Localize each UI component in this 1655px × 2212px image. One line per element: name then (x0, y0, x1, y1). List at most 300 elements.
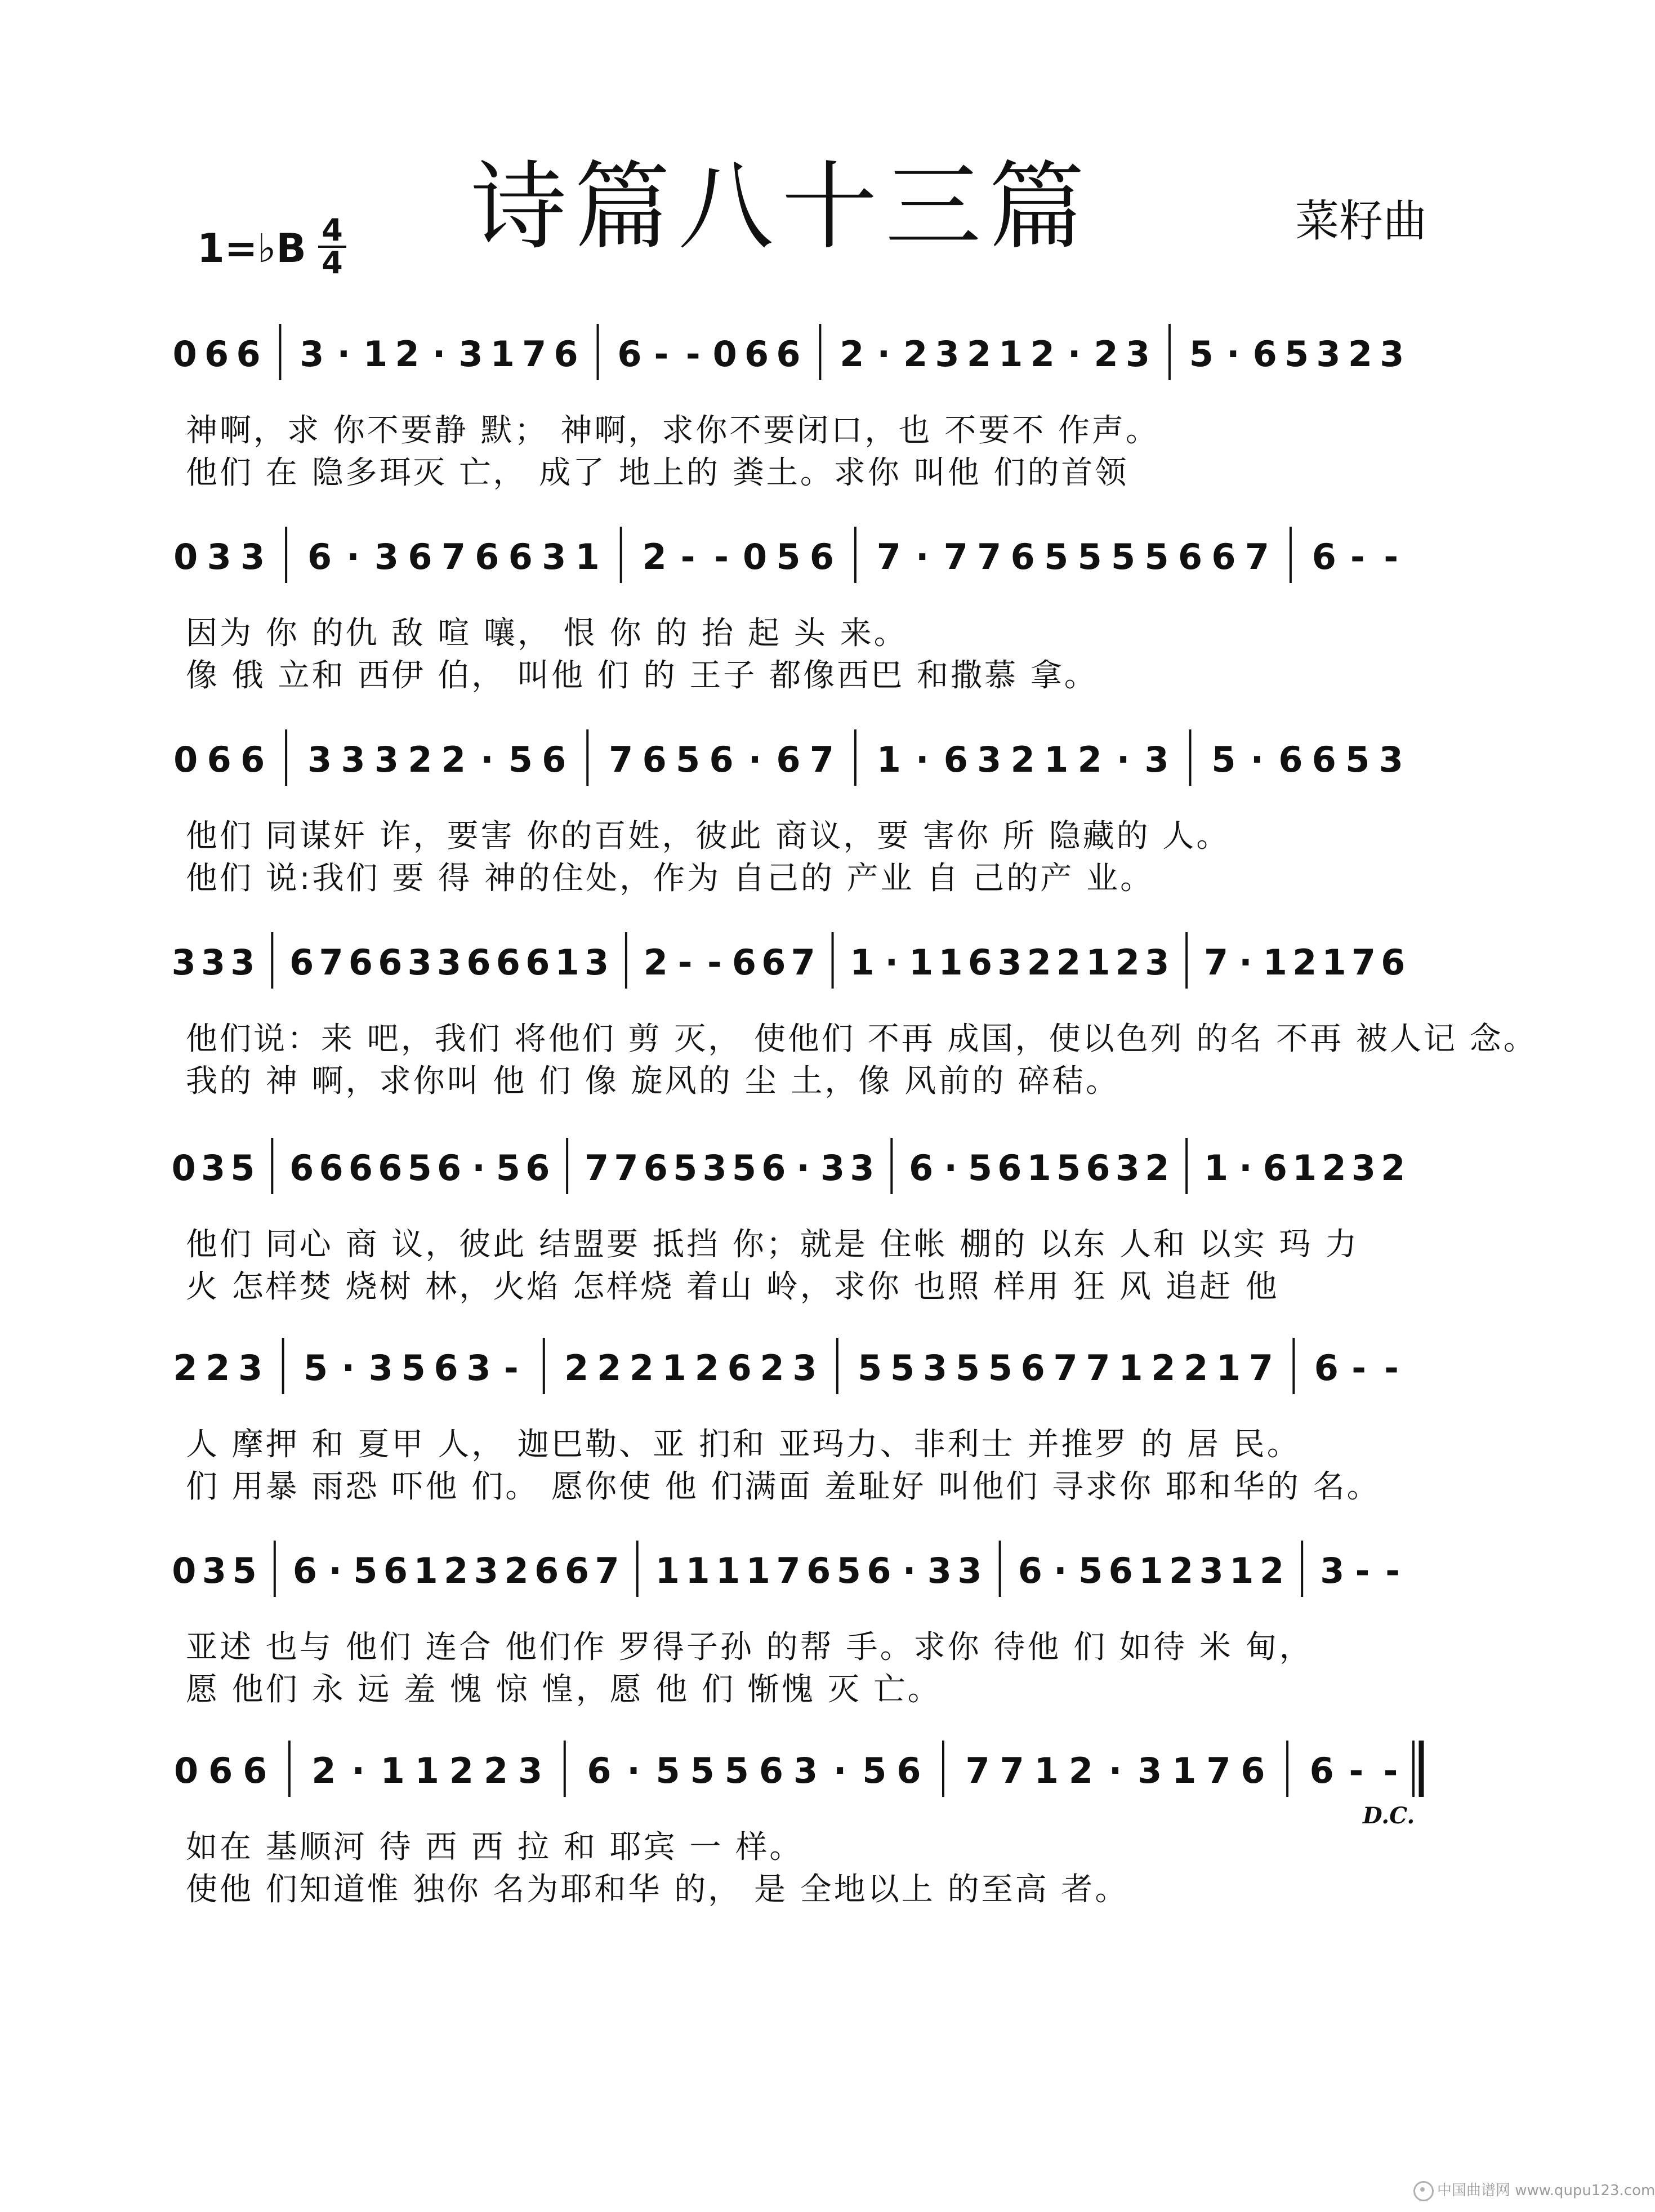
note: 2 (1145, 1147, 1170, 1189)
note: 3 (542, 536, 566, 577)
note: 5 (508, 739, 533, 780)
lyric-text: 他们 同心 商 议，彼此 结盟要 抵挡 你；就是 住帐 棚的 以东 人和 以实 玛 力 (186, 1226, 1359, 1263)
lyric-verse-1 (186, 1419, 1408, 1463)
lyric-verse-2 (186, 1864, 1408, 1908)
note: 6 (236, 333, 261, 375)
note: 6 (292, 1550, 318, 1591)
lyric-text: 他们说：来 吧，我们 将他们 剪 灭， 使他们 不再 成国，使以色列 的名 不再 被人记 念。 (186, 1021, 1537, 1057)
note: - (1349, 1750, 1364, 1791)
score-system (0, 1729, 1563, 1921)
note: 5 (862, 1750, 887, 1791)
note: 6 (466, 942, 491, 983)
note: 1 (575, 536, 600, 577)
note: 2 (694, 1347, 719, 1388)
note: 7 (965, 1750, 990, 1791)
lyric-verse-1 (186, 1822, 1408, 1866)
note: 3 (300, 333, 324, 375)
note: - (1384, 1347, 1399, 1388)
note: 3 (997, 942, 1022, 983)
note: 3 (935, 333, 960, 375)
note: · (877, 333, 891, 375)
note: 6 (896, 1750, 921, 1791)
note: 3 (977, 739, 1002, 780)
note: 2 (966, 333, 992, 375)
score-system (0, 1127, 1563, 1318)
note: 0 (172, 333, 197, 375)
note: 7 (1248, 1347, 1274, 1388)
note: 7 (522, 333, 547, 375)
note: 7 (876, 536, 901, 577)
note: 3 (792, 1347, 817, 1388)
lyric-verse-2 (186, 448, 1408, 491)
note: 2 (564, 1347, 589, 1388)
note: 1 (1118, 1347, 1143, 1388)
note: · (1250, 739, 1264, 780)
note: 2 (1292, 942, 1317, 983)
note: 3 (922, 1347, 948, 1388)
note: 7 (609, 739, 634, 780)
note: 6 (348, 942, 373, 983)
note: · (833, 1750, 847, 1791)
note: - (1351, 1347, 1367, 1388)
note: 2 (629, 1347, 654, 1388)
lyric-verse-1 (186, 1220, 1408, 1263)
note: 7 (791, 942, 815, 983)
notation-line (0, 1529, 1563, 1608)
lyric-verse-1 (186, 608, 1408, 652)
note: 6 (1018, 1550, 1042, 1591)
note: 1 (1263, 942, 1287, 983)
note: · (902, 1550, 916, 1591)
note: 6 (348, 1147, 373, 1189)
note: 3 (927, 1550, 952, 1591)
note: 5 (858, 1347, 882, 1388)
note: 6 (1086, 1147, 1110, 1189)
note: 6 (554, 333, 578, 375)
lyric-text: 他们 说:我们 要 得 神的住处，作为 自己的 产业 自 己的产 业。 (186, 860, 1154, 897)
note: 7 (943, 536, 968, 577)
note: 5 (353, 1550, 378, 1591)
notation-line (0, 1127, 1563, 1205)
composer-credit: 菜籽曲 (1295, 196, 1428, 247)
note: 1 (746, 1550, 770, 1591)
note: 3 (201, 942, 226, 983)
lyric-text: 像 俄 立和 西伊 伯， 叫他 们 的 王子 都像西巴 和撒慕 拿。 (186, 657, 1098, 694)
note: 6 (378, 1147, 403, 1189)
note: 6 (727, 1347, 752, 1388)
note: 1 (1044, 739, 1069, 780)
lyric-verse-2 (186, 1462, 1408, 1505)
note: - (1355, 1550, 1370, 1591)
note: 3 (1115, 1147, 1140, 1189)
note: 6 (1278, 739, 1303, 780)
key-signature: 1=♭B (197, 225, 306, 272)
note: 2 (173, 1347, 198, 1388)
note: 6 (240, 739, 265, 780)
note: - (1385, 1550, 1400, 1591)
note: 6 (307, 536, 332, 577)
lyric-verse-2 (186, 1664, 1408, 1708)
note: · (337, 333, 351, 375)
note: 0 (742, 536, 768, 577)
note: 1 (662, 1347, 686, 1388)
notation-line (0, 1327, 1563, 1405)
lyric-text: 如在 基顺河 待 西 西 拉 和 耶宾 一 样。 (186, 1829, 804, 1866)
note: 5 (890, 1347, 915, 1388)
note: 6 (909, 1147, 934, 1189)
note: 5 (1056, 1147, 1081, 1189)
note: 3 (793, 1750, 818, 1791)
note: 3 (1320, 1550, 1345, 1591)
note: 7 (1203, 942, 1229, 983)
note: · (328, 1550, 342, 1591)
lyric-verse-1 (186, 811, 1408, 854)
note: 6 (434, 1347, 458, 1388)
note: · (748, 739, 762, 780)
lyric-text: 人 摩押 和 夏甲 人， 迦巴勒、亚 扪和 亚玛力、非利士 并推罗 的 居 民。 (186, 1426, 1301, 1463)
note: 2 (1030, 333, 1055, 375)
note: 5 (232, 1550, 257, 1591)
score-system (0, 1529, 1563, 1721)
note: 5 (1078, 1550, 1103, 1591)
score-system (0, 718, 1563, 910)
lyric-verse-2 (186, 1262, 1408, 1305)
note: 5 (401, 1347, 426, 1388)
note: 5 (724, 1750, 749, 1791)
notation-line (0, 921, 1563, 1000)
note: 6 (761, 1147, 786, 1189)
note: 6 (1314, 1347, 1339, 1388)
note: 7 (977, 536, 1002, 577)
note: 6 (1020, 1347, 1045, 1388)
note: 6 (1311, 739, 1336, 780)
note: 2 (1151, 1347, 1176, 1388)
note: · (627, 1750, 640, 1791)
note: 3 (171, 942, 196, 983)
note: 2 (395, 333, 420, 375)
note: 2 (1259, 1550, 1284, 1591)
note: 5 (655, 1750, 680, 1791)
note: 6 (744, 333, 769, 375)
note: - (504, 1347, 519, 1388)
note: · (341, 1347, 355, 1388)
note: 1 (685, 1550, 710, 1591)
note: 2 (1115, 942, 1140, 983)
note: 0 (712, 333, 737, 375)
note: - (677, 942, 693, 983)
note: - (714, 536, 729, 577)
note: 6 (761, 942, 786, 983)
note: 6 (997, 1147, 1022, 1189)
note: 7 (1000, 1750, 1024, 1791)
note: · (916, 536, 929, 577)
note: 3 (341, 739, 365, 780)
note: 3 (820, 1147, 845, 1189)
lyric-text: 使他 们知道惟 独你 名为耶和华 的， 是 全地以上 的至高 者。 (186, 1871, 1129, 1908)
note: 3 (1380, 333, 1404, 375)
note: 5 (1211, 739, 1236, 780)
note: 3 (201, 1147, 226, 1189)
note: 5 (1284, 333, 1309, 375)
note: 3 (1125, 333, 1150, 375)
note: · (472, 1147, 485, 1189)
note: 1 (1216, 1347, 1241, 1388)
note: 7 (1244, 536, 1270, 577)
note: 2 (441, 739, 466, 780)
note: 5 (230, 1147, 255, 1189)
note: 2 (1322, 1147, 1346, 1189)
note: 6 (617, 333, 642, 375)
note: 1 (655, 1550, 680, 1591)
score-system (0, 1327, 1563, 1518)
note: 5 (731, 1147, 756, 1189)
note: 3 (957, 1550, 982, 1591)
note: 1 (413, 1550, 438, 1591)
note: · (1067, 333, 1081, 375)
note: 3 (1351, 1147, 1376, 1189)
note: 1 (414, 1750, 439, 1791)
note: 0 (171, 1147, 196, 1189)
note: 6 (207, 739, 231, 780)
note: 6 (1177, 536, 1203, 577)
note: 6 (378, 942, 403, 983)
note: 5 (955, 1347, 980, 1388)
note: 1 (380, 1750, 405, 1791)
note: 2 (1068, 1750, 1094, 1791)
lyric-text: 我的 神 啊，求你叫 他 们 像 旋风的 尘 土，像 风前的 碎秸。 (186, 1063, 1120, 1100)
note: 7 (1206, 1750, 1231, 1791)
note: 3 (437, 942, 462, 983)
note: 6 (383, 1550, 408, 1591)
note: 6 (564, 1550, 589, 1591)
note: 1 (363, 333, 388, 375)
note: 2 (643, 942, 668, 983)
note: 6 (204, 333, 229, 375)
note: 0 (173, 1750, 199, 1791)
notation-line (0, 515, 1563, 594)
note: - (680, 536, 695, 577)
notation-line (0, 1729, 1563, 1808)
note: 2 (642, 536, 667, 577)
note: 1 (1203, 1147, 1229, 1189)
note: · (346, 536, 360, 577)
note: 1 (850, 942, 875, 983)
note: - (1350, 536, 1365, 577)
note: 1 (876, 739, 901, 780)
note: 3 (850, 1147, 875, 1189)
note: 2 (597, 1347, 622, 1388)
note: 6 (759, 1750, 784, 1791)
watermark-text: 中国曲谱网 www.qupu123.com (1437, 2182, 1655, 2199)
note: 6 (496, 942, 520, 983)
lyric-verse-2 (186, 1056, 1408, 1100)
note: 6 (1010, 536, 1035, 577)
note: · (796, 1147, 810, 1189)
note: 5 (673, 1147, 698, 1189)
note: 6 (1108, 1550, 1133, 1591)
note: 3 (240, 536, 265, 577)
note: 5 (836, 1550, 861, 1591)
note: 6 (534, 1550, 559, 1591)
page-title: 诗篇八十三篇 (470, 152, 1092, 263)
note: 6 (1263, 1147, 1287, 1189)
note: 6 (525, 942, 550, 983)
note: 6 (642, 739, 667, 780)
note: 6 (243, 1750, 267, 1791)
note: 6 (643, 1147, 668, 1189)
note: 2 (1168, 1550, 1194, 1591)
lyric-verse-1 (186, 1622, 1408, 1666)
note: 6 (319, 1147, 344, 1189)
note: · (480, 739, 494, 780)
note: 0 (173, 536, 198, 577)
note: · (916, 739, 929, 780)
note: 2 (408, 739, 432, 780)
note: 6 (475, 536, 499, 577)
note: 3 (584, 942, 609, 983)
note: 3 (374, 536, 399, 577)
site-logo-icon (1413, 2181, 1434, 2201)
note: 1 (555, 942, 579, 983)
note: 1 (1229, 1550, 1254, 1591)
lyric-text: 们 用暴 雨恐 吓他 们。 愿你使 他 们满面 羞耻好 叫他们 寻求你 耶和华的 名。 (186, 1468, 1381, 1505)
note: 2 (840, 333, 864, 375)
note: 2 (504, 1550, 529, 1591)
lyric-text: 愿 他们 永 远 羞 愧 惊 惶，愿 他 们 惭愧 灭 亡。 (186, 1671, 942, 1708)
da-capo-mark: D.C. (1363, 1802, 1415, 1829)
note: 6 (1309, 1750, 1334, 1791)
note: 3 (307, 739, 332, 780)
note: 3 (202, 1550, 227, 1591)
note: 1 (1027, 1147, 1051, 1189)
note: 5 (1189, 333, 1214, 375)
note: · (432, 333, 446, 375)
note: 7 (319, 942, 344, 983)
lyric-text: 因为 你 的仇 敌 喧 嚷， 恨 你 的 抬 起 头 来。 (186, 615, 908, 652)
note: 3 (368, 1347, 393, 1388)
note: 3 (702, 1147, 727, 1189)
note: 5 (496, 1147, 520, 1189)
note: 2 (1056, 942, 1081, 983)
note: 1 (909, 942, 934, 983)
time-signature (318, 212, 346, 281)
note: 5 (1111, 536, 1136, 577)
note: 6 (967, 942, 993, 983)
note: 2 (1094, 333, 1118, 375)
note: 3 (207, 536, 231, 577)
note: 6 (1311, 536, 1336, 577)
note: 2 (760, 1347, 784, 1388)
note: 3 (407, 942, 432, 983)
note: 3 (466, 1347, 491, 1388)
note: 6 (806, 1550, 831, 1591)
note: 1 (1322, 942, 1346, 983)
note: 1 (1139, 1550, 1163, 1591)
note: 5 (776, 536, 801, 577)
note: 2 (483, 1750, 508, 1791)
note: 6 (525, 1147, 550, 1189)
note: 6 (208, 1750, 233, 1791)
note: 1 (1172, 1750, 1197, 1791)
note: 3 (230, 942, 255, 983)
note: 1 (1292, 1147, 1317, 1189)
note: 2 (1077, 739, 1102, 780)
note: 3 (1145, 942, 1170, 983)
note: 6 (289, 1147, 314, 1189)
time-signature-bottom: 4 (322, 245, 343, 281)
note: - (685, 333, 701, 375)
note: 2 (1381, 1147, 1406, 1189)
note: 5 (967, 1147, 993, 1189)
note: · (1239, 1147, 1252, 1189)
note: 5 (676, 739, 701, 780)
note: 3 (1199, 1550, 1224, 1591)
note: 6 (408, 536, 432, 577)
note: 6 (943, 739, 968, 780)
note: 2 (1010, 739, 1035, 780)
note: 6 (1381, 942, 1406, 983)
note: - (1384, 536, 1399, 577)
lyric-text: 亚述 也与 他们 连合 他们作 罗得子孙 的帮 手。求你 待他 们 如待 米 甸， (186, 1629, 1313, 1666)
note: 3 (374, 739, 399, 780)
note: 6 (776, 333, 801, 375)
note: 5 (303, 1347, 328, 1388)
note: 6 (508, 536, 533, 577)
lyric-text: 火 怎样焚 烧树 林，火焰 怎样烧 着山 岭，求你 也照 样用 狂 风 追赶 他 (186, 1269, 1279, 1305)
note: 3 (238, 1347, 263, 1388)
note: 6 (809, 536, 835, 577)
lyric-verse-2 (186, 853, 1408, 897)
note: 2 (444, 1550, 469, 1591)
note: · (1239, 942, 1252, 983)
note: 3 (474, 1550, 498, 1591)
note: 1 (1034, 1750, 1059, 1791)
note: 2 (311, 1750, 336, 1791)
note: 1 (998, 333, 1023, 375)
note: 3 (1379, 739, 1403, 780)
note: 6 (776, 739, 801, 780)
note: 6 (587, 1750, 612, 1791)
note: - (707, 942, 722, 983)
note: - (1383, 1750, 1398, 1791)
note: 7 (1053, 1347, 1078, 1388)
note: 5 (1077, 536, 1102, 577)
note: 7 (1086, 1347, 1110, 1388)
note: 2 (1027, 942, 1051, 983)
time-signature-top: 4 (318, 215, 346, 248)
note: 5 (1345, 739, 1370, 780)
note: 7 (809, 739, 835, 780)
note: 7 (776, 1550, 801, 1591)
lyric-text: 他们 同谋奸 诈，要害 你的百姓，彼此 商议，要 害你 所 隐藏的 人。 (186, 818, 1230, 854)
note: 5 (690, 1750, 715, 1791)
note: 2 (903, 333, 928, 375)
note: · (1054, 1550, 1067, 1591)
note: 6 (731, 942, 756, 983)
note: · (351, 1750, 365, 1791)
note: 2 (1348, 333, 1372, 375)
note: 5 (1144, 536, 1169, 577)
note: 6 (867, 1550, 891, 1591)
note: 6 (289, 942, 314, 983)
note: · (944, 1147, 957, 1189)
note: 0 (173, 739, 198, 780)
note: · (885, 942, 899, 983)
note: 5 (1044, 536, 1069, 577)
note: 3 (518, 1750, 543, 1791)
note: 1 (938, 942, 963, 983)
note: 3 (1144, 739, 1169, 780)
